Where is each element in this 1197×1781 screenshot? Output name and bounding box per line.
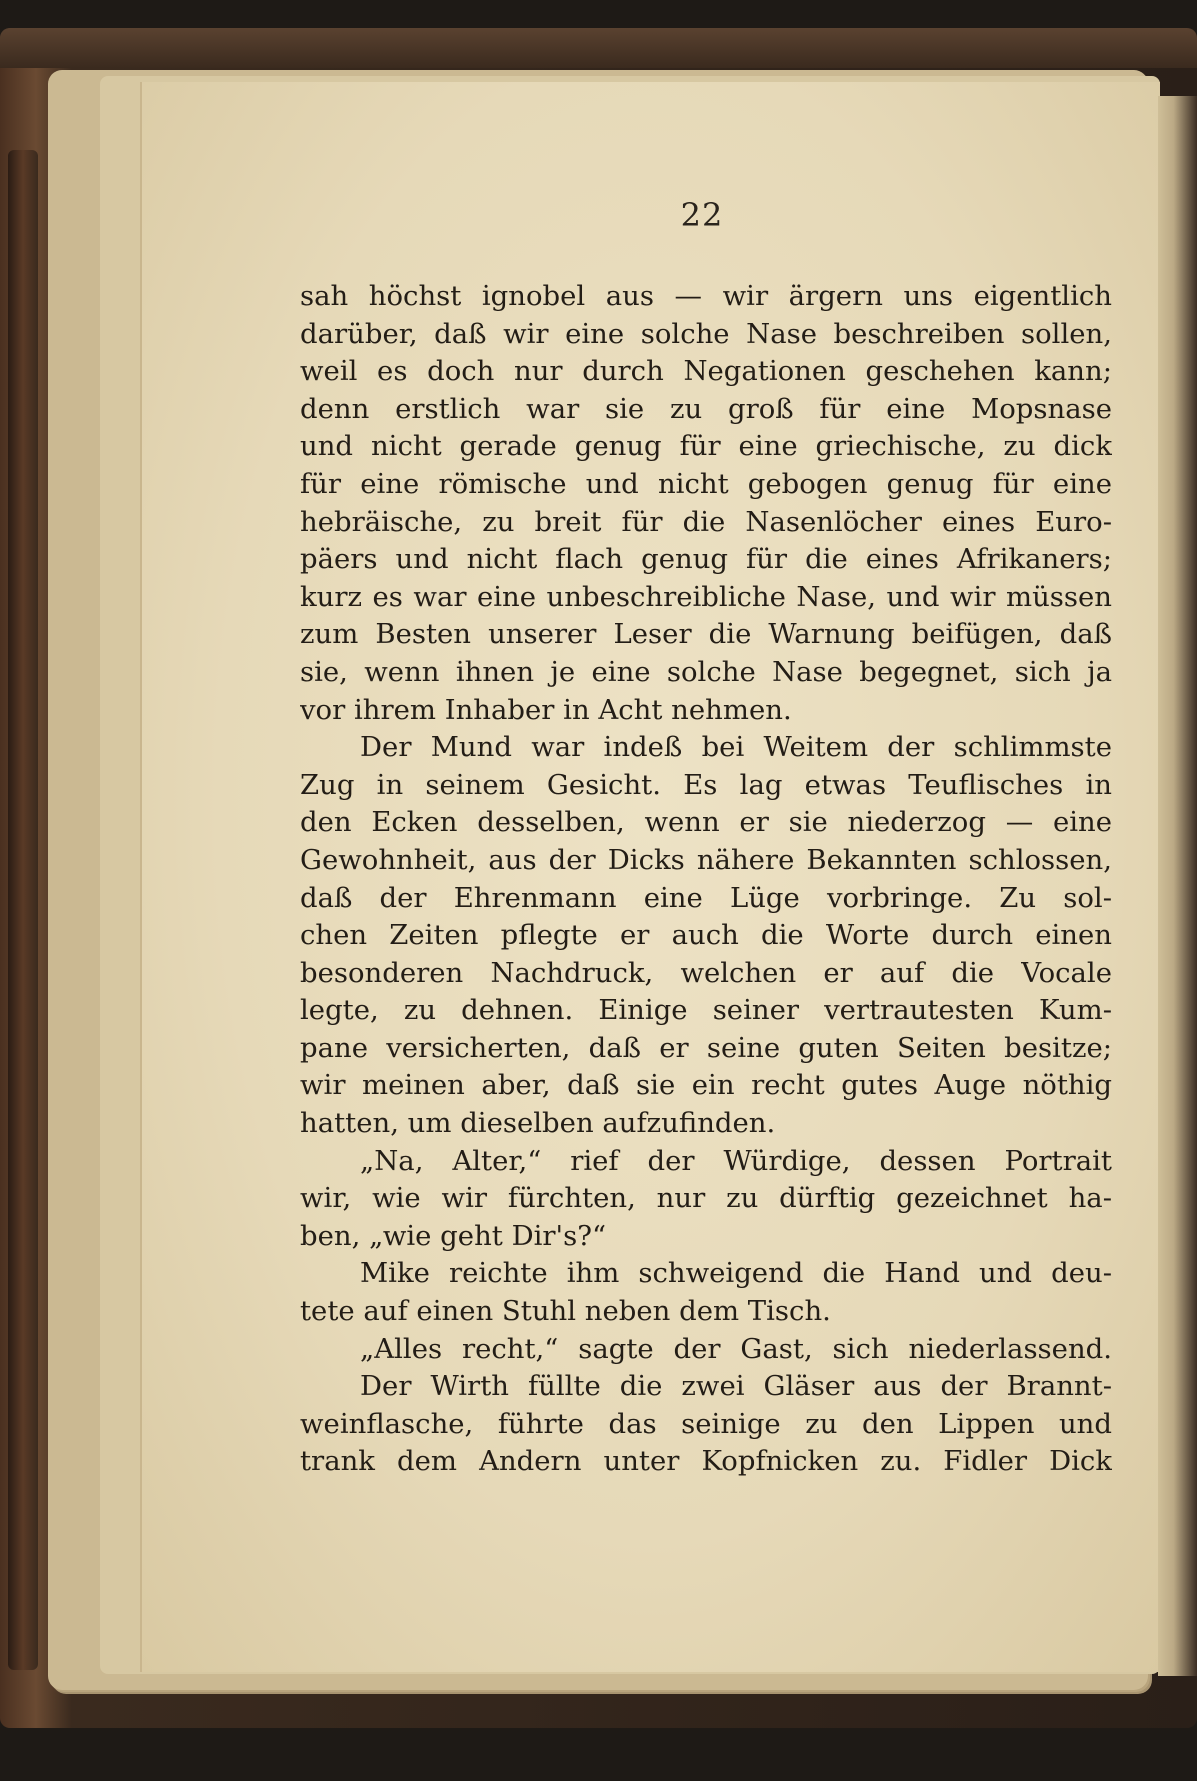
text-line: ben, „wie geht Dir's?“: [300, 1219, 607, 1252]
text-line: hebräische, zu breit für die Nasenlöcher eines Euro-: [300, 505, 1112, 538]
text-line: daß der Ehrenmann eine Lüge vorbringe. Zu sol-: [300, 881, 1112, 914]
text-line: chen Zeiten pflegte er auch die Worte durch einen: [300, 919, 1112, 952]
text-line: für eine römische und nicht gebogen genug für eine: [300, 467, 1112, 500]
book-cover-top-edge: [0, 28, 1197, 68]
text-line: „Na, Alter,“ rief der Würdige, dessen Portrait: [360, 1144, 1112, 1177]
page-number: 22: [680, 196, 724, 234]
text-line: pane versicherten, daß er seine guten Seiten besitze;: [300, 1031, 1112, 1064]
text-line: Der Wirth füllte die zwei Gläser aus der Brannt-: [360, 1370, 1112, 1403]
text-line: denn erstlich war sie zu groß für eine Mopsnase: [300, 392, 1112, 425]
book-spine: [8, 150, 38, 1670]
text-line: weinflasche, führte das seinige zu den Lippen und: [300, 1407, 1112, 1440]
text-line: Mike reichte ihm schweigend die Hand und deu-: [360, 1257, 1112, 1290]
text-line: trank dem Andern unter Kopfnicken zu. Fidler Dick: [300, 1445, 1112, 1478]
page-body-text: [300, 278, 1112, 1481]
text-line: besonderen Nachdruck, welchen er auf die Vocale: [300, 956, 1112, 989]
text-line: wir meinen aber, daß sie ein recht gutes Auge nöthig: [300, 1069, 1112, 1102]
text-line: Gewohnheit, aus der Dicks nähere Bekannten schlossen,: [300, 843, 1112, 876]
text-line: päers und nicht flach genug für die eines Afrikaners;: [300, 543, 1112, 576]
text-line: und nicht gerade genug für eine griechische, zu dick: [300, 430, 1112, 463]
text-line: tete auf einen Stuhl neben dem Tisch.: [300, 1295, 831, 1328]
facing-page-edge: [1158, 96, 1197, 1676]
text-line: Zug in seinem Gesicht. Es lag etwas Teuflisches in: [300, 768, 1112, 801]
text-line: den Ecken desselben, wenn er sie niederzog — eine: [300, 806, 1112, 839]
text-line: weil es doch nur durch Negationen geschehen kann;: [300, 355, 1112, 388]
text-line: sah höchst ignobel aus — wir ärgern uns eigentlich: [300, 280, 1112, 312]
text-line: vor ihrem Inhaber in Acht nehmen.: [300, 693, 792, 726]
text-line: wir, wie wir fürchten, nur zu dürftig gezeichnet ha-: [300, 1182, 1112, 1215]
text-line: sie, wenn ihnen je eine solche Nase begegnet, sich ja: [300, 655, 1112, 688]
text-line: zum Besten unserer Leser die Warnung beifügen, daß: [300, 618, 1112, 651]
text-line: legte, zu dehnen. Einige seiner vertrautesten Kum-: [300, 994, 1112, 1027]
text-line: hatten, um dieselben aufzufinden.: [300, 1107, 776, 1140]
text-line: kurz es war eine unbeschreibliche Nase, und wir müssen: [300, 580, 1112, 613]
text-line: „Alles recht,“ sagte der Gast, sich niederlassend.: [360, 1332, 1112, 1365]
text-line: Der Mund war indeß bei Weitem der schlimmste: [360, 731, 1112, 764]
text-line: darüber, daß wir eine solche Nase beschreiben sollen,: [300, 317, 1112, 350]
